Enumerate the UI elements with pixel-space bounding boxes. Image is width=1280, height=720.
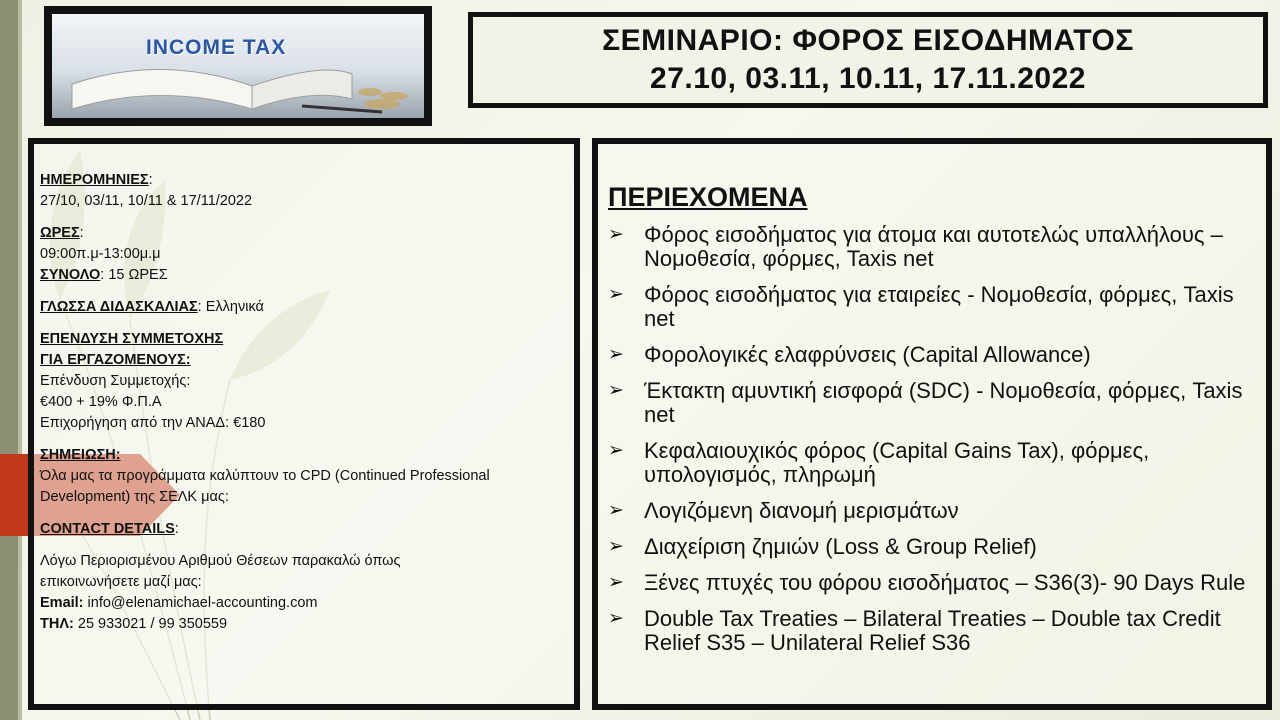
contents-item xyxy=(608,223,1258,271)
contents-item xyxy=(608,343,1258,367)
book-icon xyxy=(52,14,424,118)
side-stripe-light xyxy=(18,0,22,720)
contents-item xyxy=(608,535,1258,559)
contents-item-text: Φόρος εισοδήματος για εταιρείες - Νομοθεσία, φόρμες, Taxis net xyxy=(644,282,1234,331)
contents-item-text: Λογιζόμενη διανομή μερισμάτων xyxy=(644,498,959,523)
contents-panel xyxy=(592,138,1272,710)
contents-list xyxy=(608,223,1258,655)
phone-value: 25 933021 / 99 350559 xyxy=(77,616,228,632)
contents-item xyxy=(608,283,1258,331)
income-tax-logo xyxy=(44,6,432,126)
phone-label: ΤΗΛ: xyxy=(40,616,74,632)
contents-item xyxy=(608,499,1258,523)
arrow-bullet-icon: ➢ xyxy=(608,608,624,629)
investment-line-1: Επένδυση Συμμετοχής: xyxy=(40,373,191,389)
arrow-bullet-icon: ➢ xyxy=(608,440,624,461)
language-value: Ελληνικά xyxy=(205,299,264,315)
dates-label: ΗΜΕΡΟΜΗΝΙΕΣ xyxy=(40,172,149,188)
seminar-dates: 27.10, 03.11, 10.11, 17.11.2022 xyxy=(650,62,1086,95)
info-panel: ΗΜΕΡΟΜΗΝΙΕΣ: 27/10, 03/11, 10/11 & 17/11/2022 ΩΡΕΣ: 09:00π.μ-13:00μ.μ ΣΥΝΟΛΟ: 15 ΩΡΕΣ ΓΛΩΣΣΑ ΔΙΔΑΣΚΑΛΙΑΣ: Ελληνικά ΕΠΕΝΔΥΣΗ ΣΥΜΜΕΤΟΧΗΣ ΓΙΑ ΕΡΓΑΖΟΜΕΝΟΥΣ: Επένδυση Συμμετοχής: €400 + 19% Φ.Π.Α Επιχορήγηση από την ΑΝΑΔ: €180 ΣΗΜΕΙΩΣΗ: Όλα μας τα προγράμματα καλύπτουν το CPD (Continued Professional Development) της ΣΕΛΚ μας: CONTACT DETAILS: Λόγω Περιορισμένου Αριθμού Θέσεων παρακαλώ όπως επικοινωνήσετε μαζί μας: Email: info@elenamichael-accounting.com ΤΗΛ: 25 933021 / 99 350559 xyxy=(28,138,580,710)
dates-value: 27/10, 03/11, 10/11 & 17/11/2022 xyxy=(40,193,253,209)
contents-item xyxy=(608,607,1258,655)
investment-label-1: ΕΠΕΝΔΥΣΗ ΣΥΜΜΕΤΟΧΗΣ xyxy=(40,331,224,347)
contents-item xyxy=(608,439,1258,487)
contents-item-text: Ξένες πτυχές του φόρου εισοδήματος – S36(3)- 90 Days Rule xyxy=(644,570,1246,595)
contents-item-text: Έκτακτη αμυντική εισφορά (SDC) - Νομοθεσία, φόρμες, Taxis net xyxy=(644,378,1243,427)
email-label: Email: xyxy=(40,595,84,611)
arrow-bullet-icon: ➢ xyxy=(608,284,624,305)
contents-item-text: Φόρος εισοδήματος για άτομα και αυτοτελώς υπαλλήλους – Νομοθεσία, φόρμες, Taxis net xyxy=(644,222,1223,271)
arrow-bullet-icon: ➢ xyxy=(608,344,624,365)
language-label: ΓΛΩΣΣΑ ΔΙΔΑΣΚΑΛΙΑΣ xyxy=(40,299,198,315)
arrow-bullet-icon: ➢ xyxy=(608,500,624,521)
contents-item xyxy=(608,571,1258,595)
contents-item-text: Φορολογικές ελαφρύνσεις (Capital Allowance) xyxy=(644,342,1091,367)
total-value: 15 ΩΡΕΣ xyxy=(108,267,168,283)
note-text: Όλα μας τα προγράμματα καλύπτουν το CPD (Continued Professional Development) της ΣΕΛΚ μας: xyxy=(40,468,490,505)
arrow-bullet-icon: ➢ xyxy=(608,572,624,593)
investment-line-3: Επιχορήγηση από την ΑΝΑΔ: €180 xyxy=(40,415,266,431)
hours-label: ΩΡΕΣ xyxy=(40,225,80,241)
contents-item-text: Double Tax Treaties – Bilateral Treaties – Double tax Credit Relief S35 – Unilateral Relief S36 xyxy=(644,606,1221,655)
contact-label: CONTACT DETAILS xyxy=(40,521,175,537)
contact-text: Λόγω Περιορισμένου Αριθμού Θέσεων παρακαλώ όπως επικοινωνήσετε μαζί μας: xyxy=(40,553,401,590)
investment-label-2: ΓΙΑ ΕΡΓΑΖΟΜΕΝΟΥΣ: xyxy=(40,352,191,368)
contents-item-text: Διαχείριση ζημιών (Loss & Group Relief) xyxy=(644,534,1037,559)
seminar-title: ΣΕΜΙΝΑΡΙΟ: ΦΟΡΟΣ ΕΙΣΟΔΗΜΑΤΟΣ xyxy=(602,24,1134,57)
contents-item xyxy=(608,379,1258,427)
side-stripe xyxy=(0,0,18,720)
contents-heading: ΠΕΡΙΕΧΟΜΕΝΑ xyxy=(608,182,808,212)
note-label: ΣΗΜΕΙΩΣΗ: xyxy=(40,447,121,463)
hours-value: 09:00π.μ-13:00μ.μ xyxy=(40,246,161,262)
colon: : xyxy=(148,172,153,188)
title-box xyxy=(468,12,1268,108)
email-value[interactable]: info@elenamichael-accounting.com xyxy=(87,595,318,611)
arrow-bullet-icon: ➢ xyxy=(608,536,624,557)
logo-text: INCOME TAX xyxy=(146,36,287,59)
investment-line-2: €400 + 19% Φ.Π.Α xyxy=(40,394,162,410)
contents-item-text: Κεφαλαιουχικός φόρος (Capital Gains Tax), φόρμες, υπολογισμός, πληρωμή xyxy=(644,438,1150,487)
total-label: ΣΥΝΟΛΟ xyxy=(40,267,101,283)
arrow-bullet-icon: ➢ xyxy=(608,380,624,401)
arrow-bullet-icon: ➢ xyxy=(608,224,624,245)
